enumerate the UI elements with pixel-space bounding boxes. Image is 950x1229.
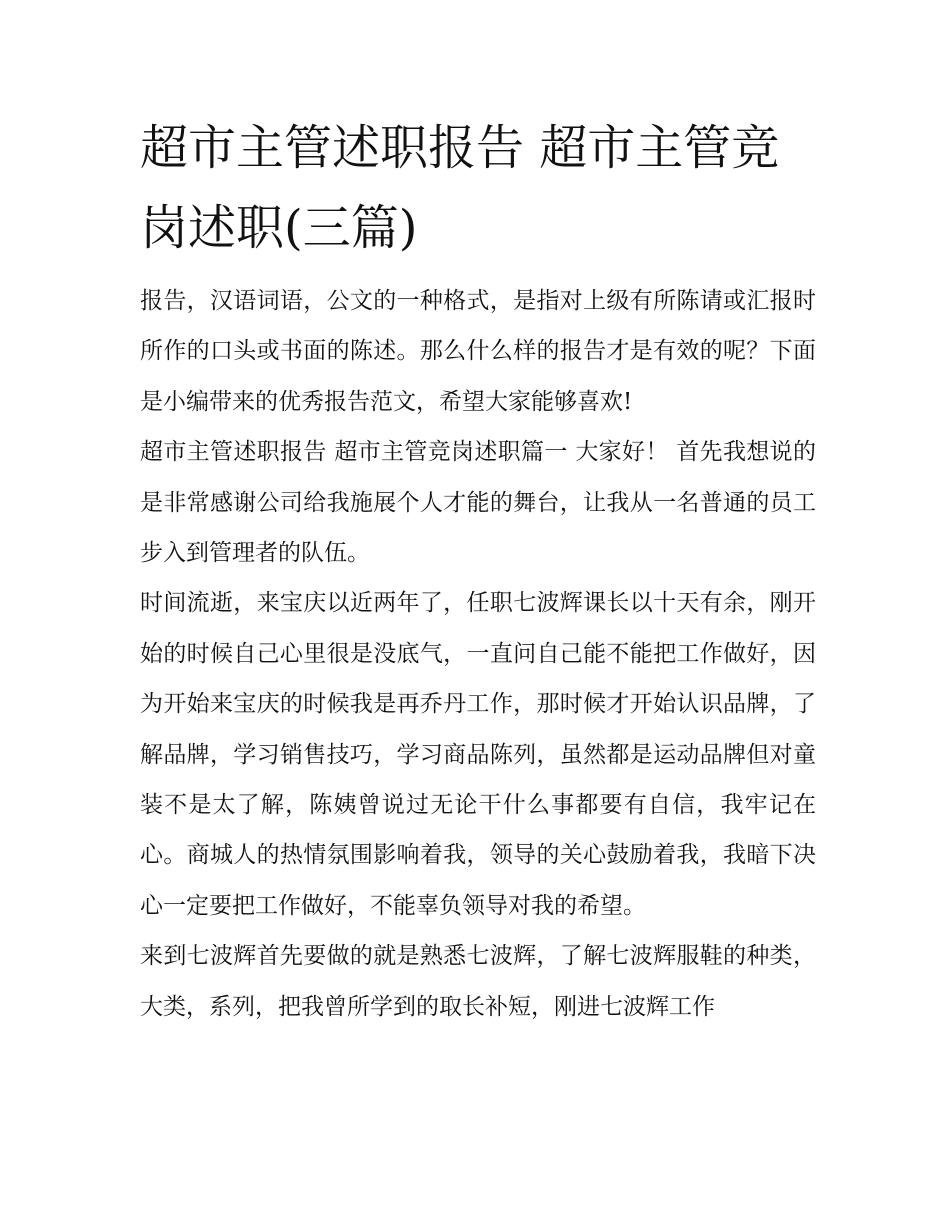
paragraph-greeting: 超市主管述职报告 超市主管竞岗述职篇一 大家好！ 首先我想说的是非常感谢公司给我施展个人才能的舞台，让我从一名普通的员工步入到管理者的队伍。	[140, 439, 816, 567]
document-body	[140, 276, 816, 1032]
paragraph-intro: 报告，汉语词语，公文的一种格式，是指对上级有所陈请或汇报时所作的口头或书面的陈述。那么什么样的报告才是有效的呢？下面是小编带来的优秀报告范文，希望大家能够喜欢!	[140, 288, 816, 415]
document-title: 超市主管述职报告 超市主管竞岗述职(三篇)	[140, 120, 780, 256]
paragraph-qibohui: 来到七波辉首先要做的就是熟悉七波辉，了解七波辉服鞋的种类，大类，系列，把我曾所学到的取长补短，刚进七波辉工作	[140, 943, 816, 1020]
paragraph-experience: 时间流逝，来宝庆以近两年了，任职七波辉课长以十天有余，刚开始的时候自己心里很是没底气，一直问自己能不能把工作做好，因为开始来宝庆的时候我是再乔丹工作，那时候才开始认识品牌，了解品牌，学习销售技巧，学习商品陈列，虽然都是运动品牌但对童装不是太了解，陈姨曾说过无论干什么事都要有自信，我牢记在心。商城人的热情氛围影响着我，领导的关心鼓励着我，我暗下决心一定要把工作做好，不能辜负领导对我的希望。	[140, 590, 816, 919]
